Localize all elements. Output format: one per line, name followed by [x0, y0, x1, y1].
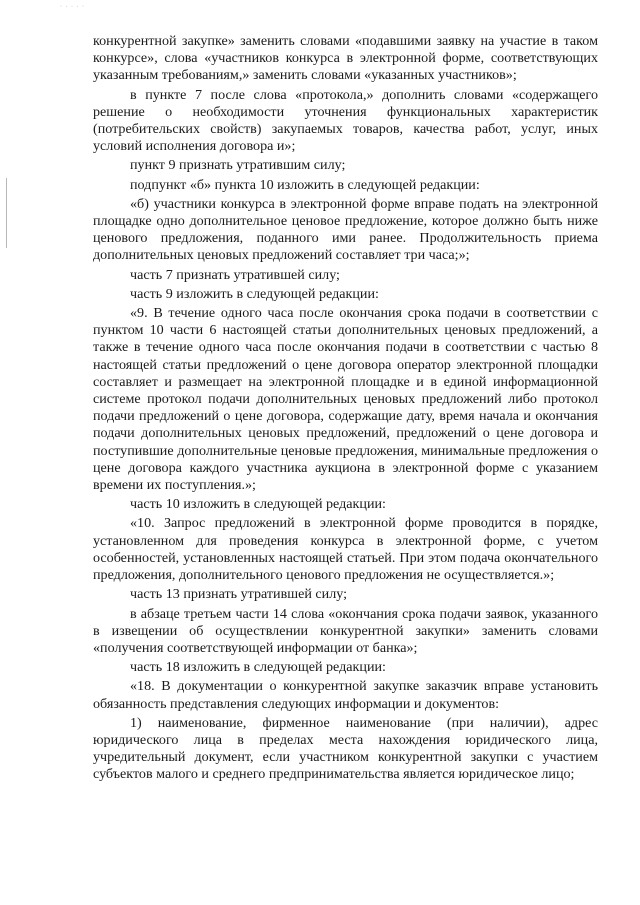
paragraph: «б) участники конкурса в электронной форме вправе подать на электронной площадке одно дополнительное ценовое предложение, которое должно быть ниже ценового предложения, поданного ими ранее. Продолжительность приема дополнительных ценовых предложений составляет три часа;»;: [93, 195, 598, 264]
paragraph: в пункте 7 после слова «протокола,» дополнить словами «содержащего решение о необходимости уточнения функциональных характеристик (потребительских свойств) закупаемых товаров, качества работ, услуг, иных условий исполнения договора и»;: [93, 86, 598, 155]
paragraph: часть 9 изложить в следующей редакции:: [130, 285, 379, 302]
paragraph: конкурентной закупке» заменить словами «подавшими заявку на участие в таком конкурсе», слова «участников конкурса в электронной форме, соответствующих указанным требованиям,» заменить словами «указанных участников»;: [93, 33, 598, 84]
paragraph: подпункт «б» пункта 10 изложить в следующей редакции:: [130, 176, 480, 193]
header-smudge: · · · · ·: [60, 4, 85, 10]
paragraph: часть 18 изложить в следующей редакции:: [130, 659, 386, 676]
paragraph: «10. Запрос предложений в электронной форме проводится в порядке, установленном для проведения конкурса в электронной форме, с учетом особенностей, установленных настоящей статьей. При этом подача окончательного предложения, дополнительного ценового предложения не осуществляется.»;: [93, 515, 598, 584]
margin-mark: [6, 178, 7, 248]
paragraph: часть 13 признать утратившей силу;: [130, 586, 348, 603]
document-body: [93, 33, 598, 784]
paragraph: 1) наименование, фирменное наименование (при наличии), адрес юридического лица в пределах места нахождения юридического лица, учредительный документ, если участником конкурентной закупки с участием субъектов малого и среднего предпринимательства является юридическое лицо;: [93, 714, 598, 783]
paragraph: «9. В течение одного часа после окончания срока подачи в соответствии с пунктом 10 части 6 настоящей статьи дополнительных ценовых предложений, а также в течение одного часа после окончания подачи в соответствии с частью 8 настоящей статьи предложений о цене договора оператор электронной площадки составляет и размещает на электронной площадке и в единой информационной системе протокол подачи дополнительных ценовых предложений либо протокол подачи предложений о цене договора, содержащие дату, время начала и окончания подачи дополнительных ценовых предложений, предложений о цене договора и поступившие дополнительные ценовые предложения, минимальные предложения о цене договора каждого участника аукциона в электронной форме с указанием времени их поступления.»;: [93, 305, 598, 494]
paragraph: «18. В документации о конкурентной закупке заказчик вправе установить обязанность представления следующих информации и документов:: [93, 678, 598, 712]
paragraph: пункт 9 признать утратившим силу;: [130, 157, 346, 174]
paragraph: в абзаце третьем части 14 слова «окончания срока подачи заявок, указанного в извещении об осуществлении конкурентной закупки» заменить словами «получения соответствующей информации от банка»;: [93, 605, 598, 656]
paragraph: часть 7 признать утратившей силу;: [130, 266, 340, 283]
paragraph: часть 10 изложить в следующей редакции:: [130, 496, 386, 513]
